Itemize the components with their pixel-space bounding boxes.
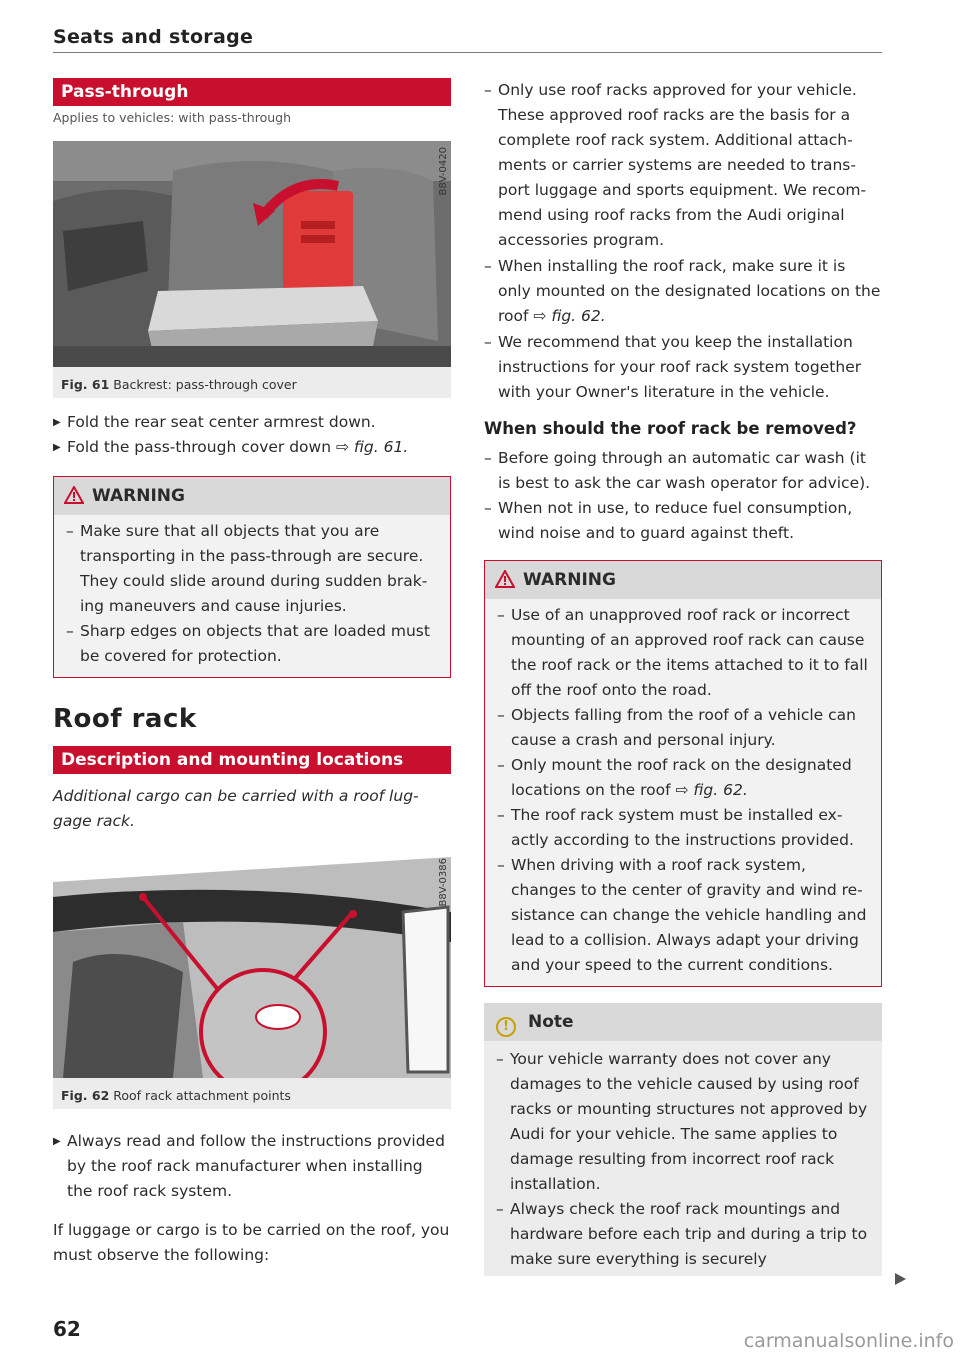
intro-text: Additional cargo can be carried with a roof luggage rack.: [53, 787, 419, 830]
warning-item: – The roof rack system must be installed exactly according to the instructions provided.: [497, 803, 869, 853]
list-item: – We recommend that you keep the installation instructions for your roof rack system together with your Owner's literature in the vehicle.: [484, 330, 882, 405]
warning-item: – Use of an unapproved roof rack or incorrect mounting of an approved roof rack can cause the roof rack or the items attached to it to fall off the roof onto the road.: [497, 603, 869, 703]
figure-link[interactable]: ⇨ fig. 61.: [335, 438, 409, 456]
triangle-bullet-icon: ▶: [53, 417, 61, 428]
running-header: Seats and storage: [53, 26, 254, 48]
list-item: – Only use roof racks approved for your vehicle. These approved roof racks are the basis for a complete roof rack system. Additional attachments or carrier systems are needed to transport luggage and sports equipment. We recommend using roof racks from the Audi original accessories program.: [484, 78, 882, 253]
right-column: [484, 78, 882, 1276]
header-divider: [53, 52, 882, 53]
figure-caption: Fig. 61 Backrest: pass-through cover: [61, 377, 297, 392]
figure-link[interactable]: ⇨ fig. 62.: [533, 307, 606, 325]
figure-caption: Fig. 62 Roof rack attachment points: [61, 1088, 291, 1103]
figure-62: [53, 852, 451, 1109]
list-item: – When installing the roof rack, make sure it is only mounted on the designated locations on the roof ⇨ fig. 62.: [484, 254, 882, 329]
exclamation-circle-icon: !: [496, 1017, 516, 1037]
section-heading-pass-through: Pass-through: [53, 78, 451, 106]
figure-code: B8V-0386: [438, 858, 449, 907]
warning-triangle-icon: [495, 570, 515, 588]
watermark: carmanualsonline.info: [743, 1330, 954, 1352]
step-item: ▶ Always read and follow the instructions provided by the roof rack manufacturer when installing the roof rack system.: [53, 1129, 451, 1204]
section-title-roof-rack: Roof rack: [53, 704, 197, 734]
note-item: – Always check the roof rack mountings and hardware before each trip and during a trip to make sure everything is securely: [496, 1197, 870, 1272]
page-number: 62: [53, 1317, 81, 1341]
triangle-bullet-icon: ▶: [53, 1136, 61, 1147]
triangle-bullet-icon: ▶: [53, 442, 61, 453]
figure-link[interactable]: ⇨ fig. 62.: [675, 781, 748, 799]
continue-arrow-icon: [893, 1272, 907, 1286]
warning-item: – When driving with a roof rack system, changes to the center of gravity and wind resistance can change the vehicle handling and lead to a collision. Always adapt your driving and your speed to the current conditions.: [497, 853, 869, 978]
backrest-pass-through-image: [53, 141, 451, 371]
figure-61: [53, 141, 451, 398]
list-item: – When not in use, to reduce fuel consumption, wind noise and to guard against theft.: [484, 496, 882, 546]
applies-note: Applies to vehicles: with pass-through: [53, 110, 292, 125]
warning-item: – Make sure that all objects that you are transporting in the pass-through are secure. They could slide around during sudden braking maneuvers and cause injuries.: [66, 519, 438, 619]
warning-header: WARNING: [485, 561, 881, 599]
warning-triangle-icon: [64, 486, 84, 504]
step-item: ▶ Fold the rear seat center armrest down.: [53, 410, 451, 435]
warning-box: [484, 560, 882, 987]
roof-illustration: [53, 852, 451, 1078]
left-column: [53, 78, 451, 1268]
section-heading-mounting: Description and mounting locations: [53, 746, 451, 774]
removal-heading: When should the roof rack be removed?: [484, 419, 857, 438]
list-item: – Before going through an automatic car wash (it is best to ask the car wash operator for advice).: [484, 446, 882, 496]
note-box: [484, 1003, 882, 1276]
warning-box: [53, 476, 451, 678]
warning-item: – Only mount the roof rack on the designated locations on the roof ⇨ fig. 62.: [497, 753, 869, 803]
warning-header: WARNING: [54, 477, 450, 515]
warning-item: – Sharp edges on objects that are loaded must be covered for protection.: [66, 619, 438, 669]
note-header: ! Note: [484, 1003, 882, 1041]
seat-illustration: [53, 141, 451, 367]
step-item: ▶ Fold the pass-through cover down ⇨ fig. 61.: [53, 435, 451, 460]
body-paragraph: If luggage or cargo is to be carried on the roof, you must observe the following:: [53, 1221, 450, 1264]
roof-attachment-image: [53, 852, 451, 1082]
warning-item: – Objects falling from the roof of a vehicle can cause a crash and personal injury.: [497, 703, 869, 753]
note-item: – Your vehicle warranty does not cover any damages to the vehicle caused by using roof racks or mounting structures not approved by Audi for your vehicle. The same applies to damage resulting from incorrect roof rack installation.: [496, 1047, 870, 1197]
figure-code: B8V-0420: [438, 147, 449, 196]
